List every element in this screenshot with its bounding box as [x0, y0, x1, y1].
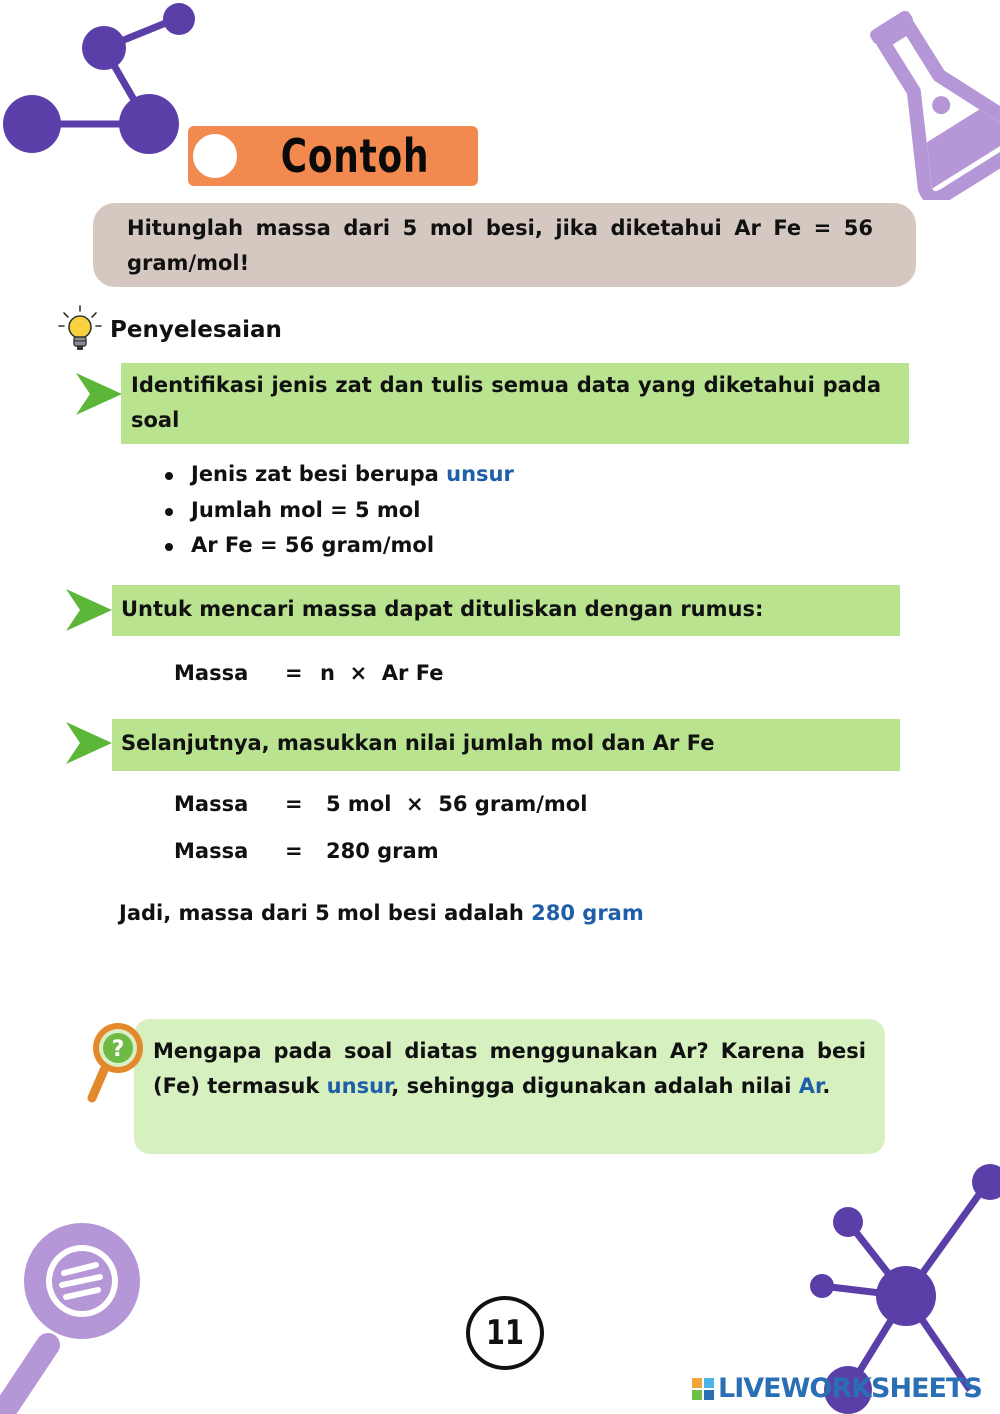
known-item1-highlight: unsur — [446, 462, 514, 486]
liveworksheets-logo-icon — [692, 1378, 714, 1400]
calc1-equals: = — [285, 792, 303, 816]
list-item — [165, 493, 514, 529]
calc1-rhs: 5 mol × 56 gram/mol — [326, 792, 588, 816]
calculation-row — [0, 836, 1000, 866]
known-data-list — [165, 457, 514, 564]
molecule-decoration-icon — [0, 0, 210, 170]
calc1-label: Massa — [174, 792, 249, 816]
known-item3-text: Ar Fe = 56 gram/mol — [191, 533, 435, 557]
question-magnifier-icon — [86, 1018, 150, 1104]
calc2-equals: = — [285, 839, 303, 863]
conclusion-highlight: 280 gram — [531, 901, 644, 925]
flask-decoration-icon — [848, 0, 1000, 200]
question-text: Hitunglah massa dari 5 mol besi, jika diketahui Ar Fe = 56 gram/mol! — [127, 216, 873, 275]
note-part2: , sehingga digunakan adalah nilai — [391, 1074, 799, 1098]
formula-label: Massa — [174, 661, 249, 685]
step1-text: Identifikasi jenis zat dan tulis semua data yang diketahui pada soal — [131, 373, 881, 432]
list-item — [165, 528, 514, 564]
title-circle-icon — [190, 131, 240, 181]
calc2-label: Massa — [174, 839, 249, 863]
formula-rhs: n × Ar Fe — [320, 661, 444, 685]
known-item1-text: Jenis zat besi berupa — [191, 462, 447, 486]
svg-text:?: ? — [111, 1037, 125, 1062]
magnifier-decoration-icon — [0, 1215, 150, 1414]
arrow-right-icon — [66, 589, 112, 631]
step2-text: Untuk mencari massa dapat dituliskan dengan rumus: — [121, 597, 764, 621]
solution-heading: Penyelesaian — [110, 317, 282, 343]
formula-equals: = — [285, 661, 303, 685]
arrow-right-icon — [66, 722, 112, 764]
lightbulb-icon — [58, 304, 102, 352]
note-text — [153, 1034, 866, 1104]
note-highlight1: unsur — [326, 1074, 392, 1098]
watermark-text: LIVEWORKSHEETS — [718, 1373, 982, 1404]
conclusion-prefix: Jadi, massa dari 5 mol besi adalah — [119, 901, 532, 925]
note-part1: Mengapa pada soal diatas menggunakan Ar? Karena besi (Fe) termasuk — [153, 1039, 866, 1098]
conclusion-text — [119, 898, 644, 928]
page-title: Contoh — [280, 129, 430, 183]
known-item2-text: Jumlah mol = 5 mol — [191, 497, 421, 522]
calc2-rhs: 280 gram — [326, 839, 439, 863]
formula-row — [0, 658, 1000, 688]
page-number: 11 — [486, 1313, 524, 1353]
calculation-row — [0, 789, 1000, 819]
note-highlight2: Ar — [798, 1074, 823, 1098]
note-part3: . — [822, 1074, 831, 1098]
step3-text: Selanjutnya, masukkan nilai jumlah mol dan Ar Fe — [121, 731, 715, 755]
list-item — [165, 457, 514, 493]
arrow-right-icon — [76, 373, 122, 415]
